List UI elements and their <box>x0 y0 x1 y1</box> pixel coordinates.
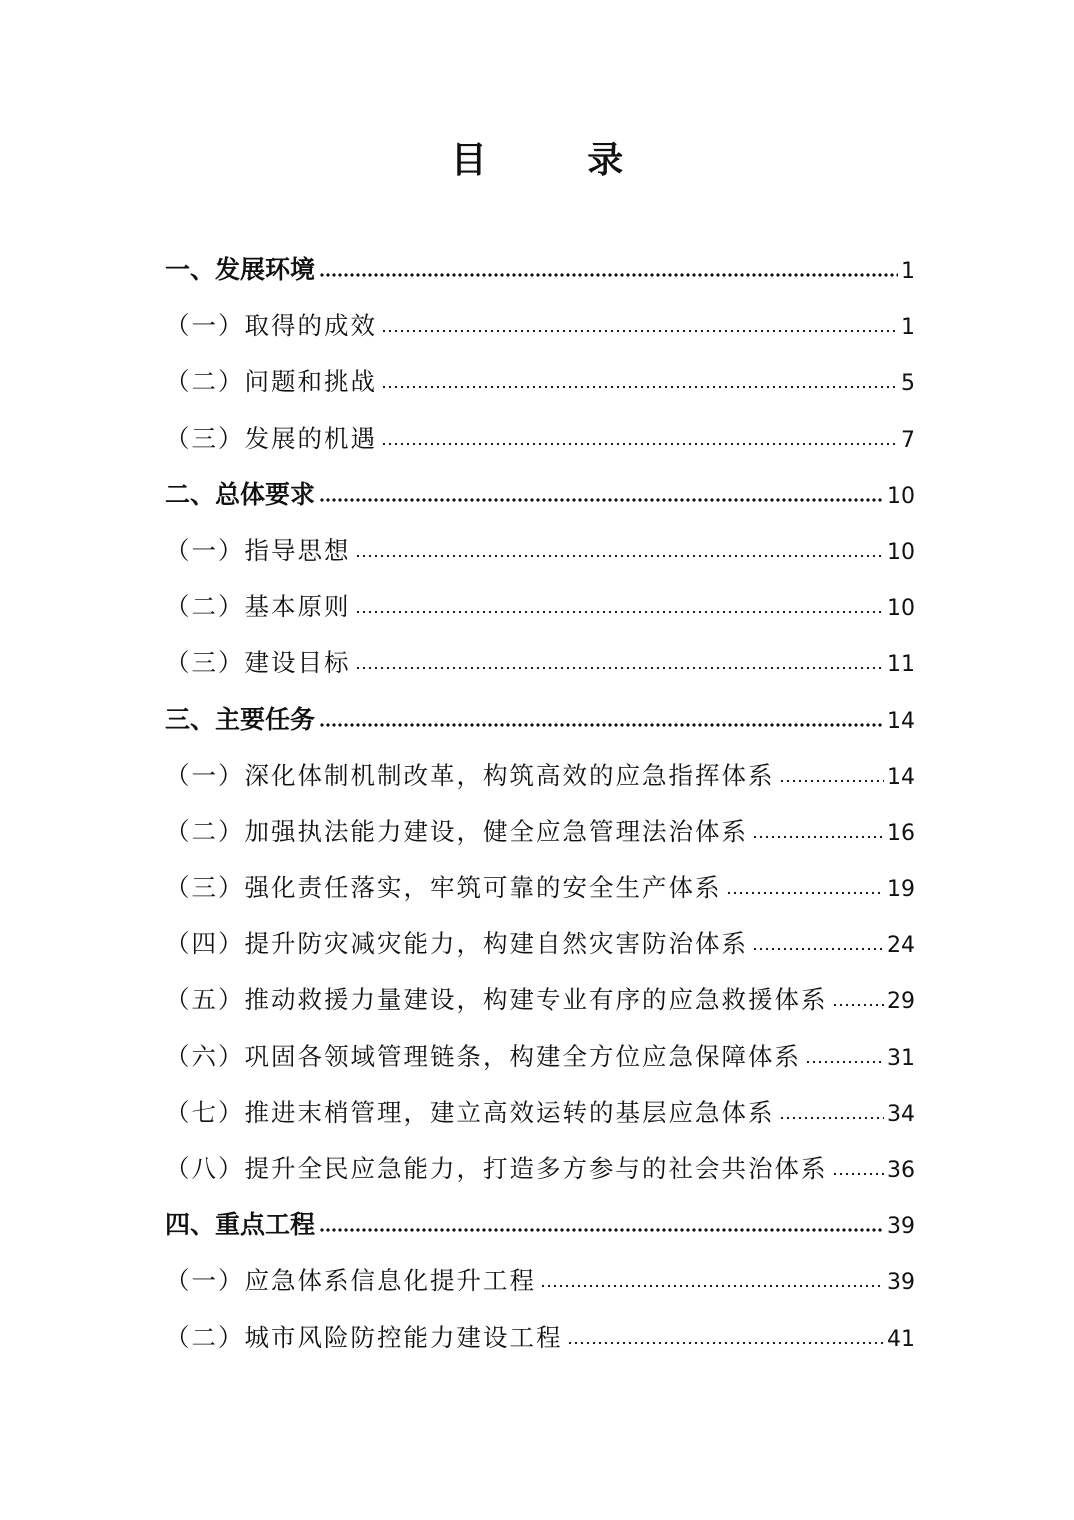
dot-leader <box>381 328 898 334</box>
dot-leader <box>381 441 898 447</box>
toc-page-number: 11 <box>887 652 915 678</box>
toc-entry-text: 四、重点工程 <box>165 1210 316 1240</box>
toc-entry[interactable] <box>165 635 915 691</box>
toc-entry-text: （二）基本原则 <box>165 592 351 622</box>
toc-entry[interactable] <box>165 860 915 916</box>
toc-page-number: 36 <box>887 1158 915 1183</box>
dot-leader <box>726 890 885 896</box>
toc-page-number: 1 <box>901 259 915 284</box>
toc-entry-text: 三、主要任务 <box>165 704 316 734</box>
dot-leader <box>355 665 885 671</box>
toc-page-number: 10 <box>887 596 915 622</box>
toc-page-number: 34 <box>887 1101 915 1127</box>
toc-entry[interactable] <box>165 916 915 972</box>
dot-leader <box>567 1340 885 1346</box>
toc-page-number: 14 <box>887 708 915 734</box>
toc-page-number: 24 <box>887 933 915 959</box>
dot-leader <box>779 1115 885 1121</box>
table-of-contents <box>165 242 915 1366</box>
toc-page-number: 19 <box>887 877 915 903</box>
dot-leader <box>779 778 885 784</box>
toc-entry-text: 二、总体要求 <box>165 479 316 509</box>
toc-page-number: 31 <box>887 1045 915 1071</box>
toc-page-number: 39 <box>887 1214 915 1240</box>
dot-leader <box>832 1002 885 1008</box>
dot-leader <box>752 946 884 952</box>
dot-leader <box>805 1059 884 1065</box>
toc-page-number: 16 <box>887 820 915 846</box>
dot-leader <box>752 834 884 840</box>
toc-entry[interactable] <box>165 692 915 748</box>
toc-page-number: 29 <box>887 989 915 1015</box>
dot-leader <box>832 1171 885 1177</box>
toc-entry-text: 一、发展环境 <box>165 255 316 284</box>
dot-leader <box>381 384 898 390</box>
toc-entry-text: （一）取得的成效 <box>165 311 377 341</box>
toc-entry[interactable] <box>165 1141 915 1197</box>
dot-leader <box>355 609 885 615</box>
toc-entry-text: （三）建设目标 <box>165 648 351 678</box>
toc-page-number: 7 <box>901 427 915 453</box>
toc-entry-text: （二）加强执法能力建设，健全应急管理法治体系 <box>165 816 748 846</box>
toc-page-number: 14 <box>887 764 915 790</box>
toc-entry[interactable] <box>165 411 915 467</box>
toc-page-number: 5 <box>901 371 915 397</box>
dot-leader <box>355 553 885 559</box>
toc-entry[interactable] <box>165 467 915 523</box>
toc-entry-text: （三）强化责任落实，牢筑可靠的安全生产体系 <box>165 873 722 903</box>
toc-entry[interactable] <box>165 579 915 635</box>
toc-page-number: 10 <box>887 483 915 509</box>
toc-page-number: 10 <box>887 539 915 565</box>
dot-leader <box>319 272 898 278</box>
toc-entry-text: （一）应急体系信息化提升工程 <box>165 1266 536 1296</box>
toc-entry[interactable] <box>165 1253 915 1309</box>
dot-leader <box>319 722 884 728</box>
toc-page-number: 1 <box>901 315 915 341</box>
dot-leader <box>319 497 884 503</box>
toc-entry[interactable] <box>165 1197 915 1253</box>
toc-entry-text: （二）问题和挑战 <box>165 367 377 397</box>
toc-entry-text: （五）推动救援力量建设，构建专业有序的应急救援体系 <box>165 985 828 1015</box>
toc-entry-text: （一）深化体制机制改革，构筑高效的应急指挥体系 <box>165 760 775 790</box>
toc-entry-text: （八）提升全民应急能力，打造多方参与的社会共治体系 <box>165 1154 828 1183</box>
toc-entry-text: （一）指导思想 <box>165 535 351 565</box>
toc-entry[interactable] <box>165 298 915 354</box>
toc-entry[interactable] <box>165 804 915 860</box>
toc-entry[interactable] <box>165 523 915 579</box>
toc-page-number: 39 <box>887 1270 915 1296</box>
page-title: 目 录 <box>450 139 668 181</box>
toc-entry-text: （六）巩固各领域管理链条，构建全方位应急保障体系 <box>165 1041 801 1071</box>
toc-entry-text: （三）发展的机遇 <box>165 423 377 453</box>
toc-entry[interactable] <box>165 972 915 1028</box>
toc-entry[interactable] <box>165 242 915 298</box>
toc-entry-text: （四）提升防灾减灾能力，构建自然灾害防治体系 <box>165 929 748 959</box>
toc-entry-text: （七）推进末梢管理，建立高效运转的基层应急体系 <box>165 1097 775 1127</box>
toc-entry-text: （二）城市风险防控能力建设工程 <box>165 1322 563 1352</box>
dot-leader <box>540 1283 884 1289</box>
toc-entry[interactable] <box>165 1029 915 1085</box>
toc-entry[interactable] <box>165 748 915 804</box>
toc-entry[interactable] <box>165 1085 915 1141</box>
toc-page-number: 41 <box>887 1326 915 1352</box>
toc-entry[interactable] <box>165 354 915 410</box>
dot-leader <box>319 1227 884 1233</box>
toc-entry[interactable] <box>165 1310 915 1366</box>
